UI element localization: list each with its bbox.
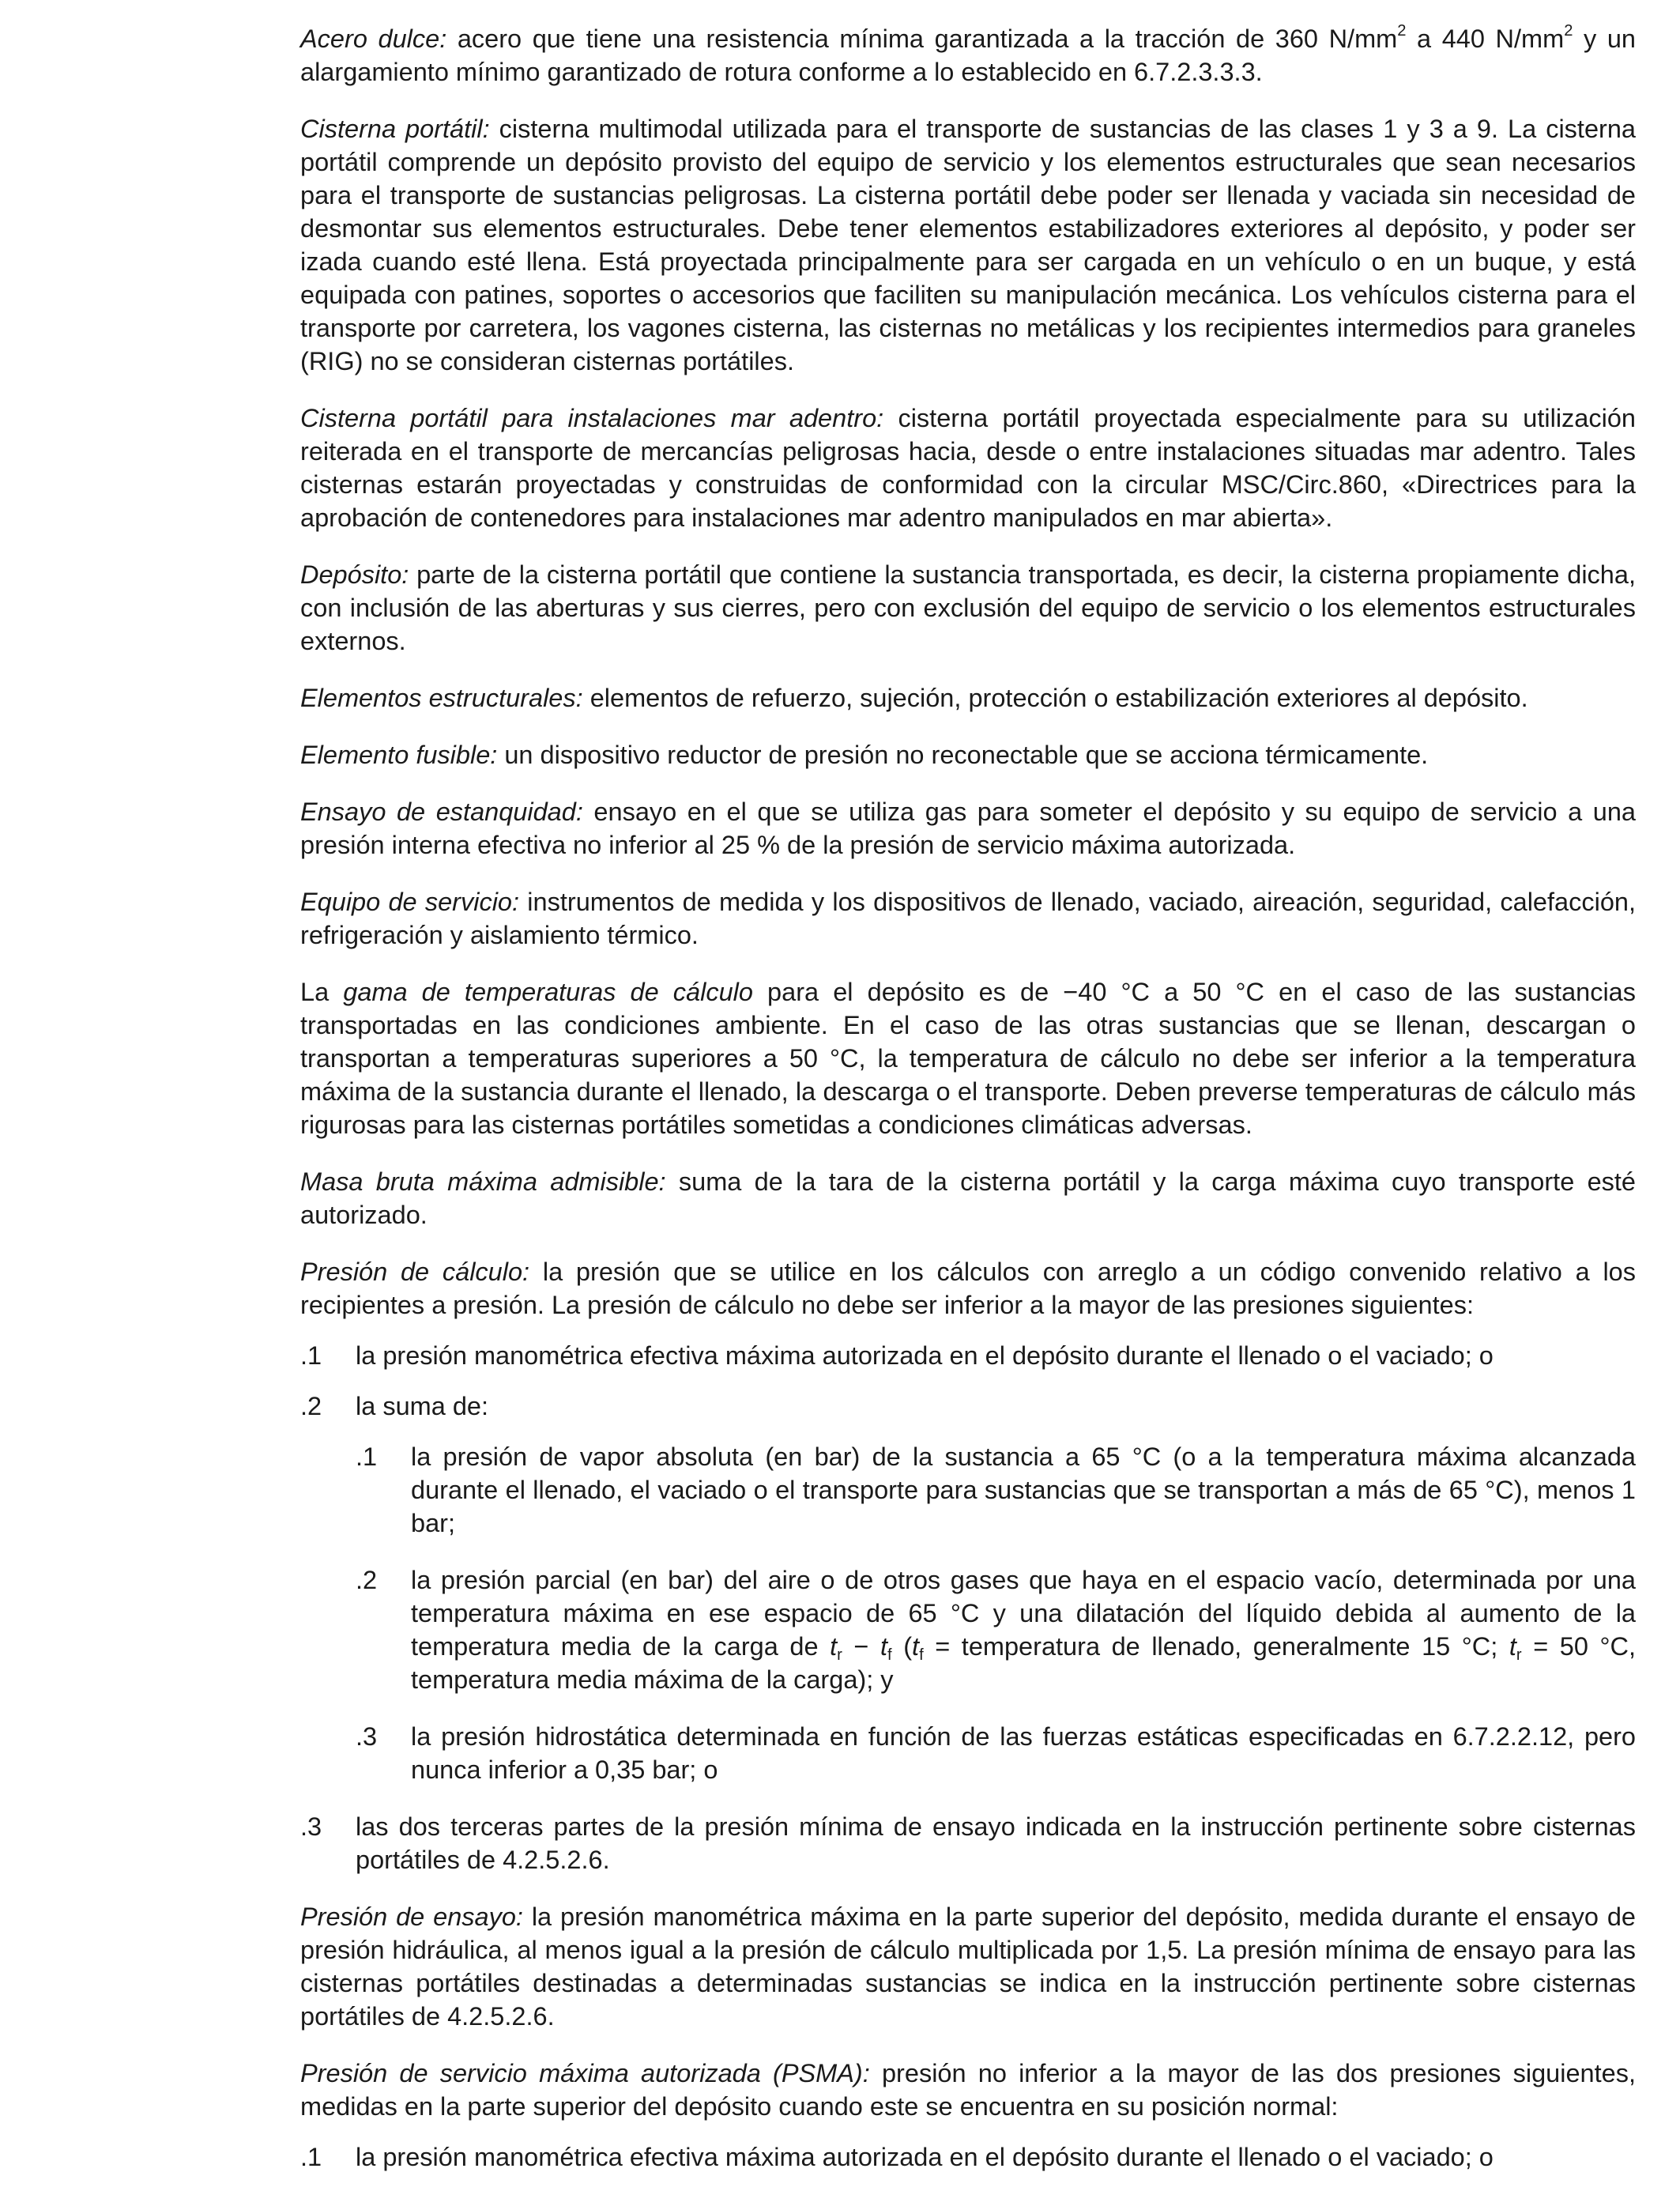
definition-cisterna-portatil (300, 112, 1636, 378)
item-text: la suma de: (356, 1392, 489, 1420)
item-number: .3 (300, 1812, 322, 1841)
item-text: = temperatura de llenado, generalmente 15 °C; (923, 1632, 1509, 1661)
item-text: la presión parcial (en bar) del aire o de otros gases que haya en el espacio vacío, determinada por una temperatura máxima en ese espacio de 65 °C y una dilatación del líquido debida al aumento de la temperatura media de la carga de (411, 1566, 1636, 1661)
term: Elementos estructurales: (300, 684, 583, 712)
subscript: r (837, 1646, 842, 1665)
item-number: .1 (300, 2143, 322, 2171)
item-number: .2 (356, 1566, 378, 1594)
subscript: f (887, 1646, 892, 1665)
definition-acero-dulce (300, 22, 1636, 89)
term: Equipo de servicio: (300, 888, 520, 916)
sub-list-item (356, 1440, 1636, 1540)
document-page (300, 22, 1636, 2191)
variable: t (912, 1632, 920, 1661)
definition-text: acero que tiene una resistencia mínima garantizada a la tracción de 360 N/mm (446, 25, 1398, 53)
definition-presion-ensayo (300, 1900, 1636, 2033)
subscript: f (919, 1646, 924, 1665)
definition-text: instrumentos de medida y los dispositivos de llenado, vaciado, aireación, seguridad, calefacción, refrigeración y aislamiento térmico. (300, 888, 1636, 949)
variable: t (880, 1632, 888, 1661)
item-text: la presión hidrostática determinada en función de las fuerzas estáticas especificadas en 6.7.2.2.12, pero nunca inferior a 0,35 bar; o (411, 1722, 1636, 1784)
variable: t (830, 1632, 838, 1661)
definition-text: elementos de refuerzo, sujeción, protección o estabilización exteriores al depósito. (582, 684, 1528, 712)
definition-cisterna-mar-adentro (300, 402, 1636, 534)
superscript: 2 (1564, 21, 1573, 40)
definition-text: para el depósito es de −40 °C a 50 °C en el caso de las sustancias transportadas en las condiciones ambiente. En el caso de las otras sustancias que se llenan, descargan o transportan a temperaturas superiores a 50 °C, la temperatura de cálculo no debe ser inferior a la temperatura máxima de la sustancia durante el llenado, la descarga o el transporte. Deben preverse temperaturas de cálculo más rigurosas para las cisternas portátiles sometidas a condiciones climáticas adversas. (300, 978, 1637, 1139)
definition-elemento-fusible (300, 738, 1636, 771)
item-text: la presión manométrica efectiva máxima autorizada en el depósito durante el llenado o el vaciado; o (356, 1341, 1494, 1370)
variable: t (1509, 1632, 1516, 1661)
item-text: la presión manométrica efectiva máxima autorizada en el depósito durante el llenado o el vaciado; o (356, 2143, 1494, 2171)
definition-presion-calculo (300, 1255, 1636, 1322)
definition-text: parte de la cisterna portátil que contiene la sustancia transportada, es decir, la cisterna propiamente dicha, con inclusión de las aberturas y sus cierres, pero con exclusión del equipo de servicio o los elementos estructurales externos. (300, 560, 1636, 655)
list-item (300, 1339, 1636, 1372)
term: gama de temperaturas de cálculo (343, 978, 753, 1006)
item-number: .1 (300, 1341, 322, 1370)
list-item (300, 1390, 1636, 1423)
item-text: ( (891, 1632, 913, 1661)
definition-ensayo-estanquidad (300, 795, 1636, 862)
definition-deposito (300, 558, 1636, 658)
term: Cisterna portátil para instalaciones mar adentro: (300, 404, 884, 432)
term: Elemento fusible: (300, 741, 498, 769)
term: Presión de cálculo: (300, 1258, 530, 1286)
sub-list-item (356, 1563, 1636, 1696)
definition-text: a 440 N/mm (1406, 25, 1565, 53)
definition-equipo-servicio (300, 885, 1636, 952)
item-number: .2 (300, 1392, 322, 1420)
item-number: .1 (356, 1442, 378, 1471)
term: Presión de servicio máxima autorizada (PSMA): (300, 2059, 870, 2087)
definition-text: la presión que se utilice en los cálculos con arreglo a un código convenido relativo a los recipientes a presión. La presión de cálculo no debe ser inferior a la mayor de las presiones siguientes: (300, 1258, 1636, 1319)
term: Presión de ensayo: (300, 1903, 523, 1931)
definition-masa-bruta (300, 1165, 1636, 1231)
list-item (300, 2140, 1636, 2174)
definition-text: presión no inferior a la mayor de las dos presiones siguientes, medidas en la parte superior del depósito cuando este se encuentra en su posición normal: (300, 2059, 1636, 2121)
definition-elementos-estructurales (300, 681, 1636, 715)
list-item (300, 1810, 1636, 1876)
definition-text: La (300, 978, 344, 1006)
subscript: r (1516, 1646, 1522, 1665)
term: Cisterna portátil: (300, 115, 490, 143)
item-text: = 50 °C, temperatura media máxima de la carga); y (411, 1632, 1636, 1694)
definition-text: cisterna portátil proyectada especialmente para su utilización reiterada en el transporte de mercancías peligrosas hacia, desde o entre instalaciones situadas mar adentro. Tales cisternas estarán proyectadas y construidas de conformidad con la circular MSC/Circ.860, «Directrices para la aprobación de contenedores para instalaciones mar adentro manipulados en mar abierta». (300, 404, 1636, 532)
term: Depósito: (300, 560, 409, 589)
term: Acero dulce: (300, 25, 447, 53)
term: Ensayo de estanquidad: (300, 798, 583, 826)
definition-text: y un alargamiento mínimo garantizado de rotura conforme a lo establecido en 6.7.2.3.3.3. (300, 25, 1636, 86)
item-number: .3 (356, 1722, 378, 1751)
definition-psma (300, 2057, 1636, 2123)
superscript: 2 (1397, 21, 1407, 40)
term: Masa bruta máxima admisible: (300, 1167, 666, 1196)
item-text: − (842, 1632, 880, 1661)
sub-list-item (356, 1720, 1636, 1786)
definition-gama-temperaturas (300, 975, 1636, 1141)
item-text: la presión de vapor absoluta (en bar) de la sustancia a 65 °C (o a la temperatura máxima alcanzada durante el llenado, el vaciado o el transporte para sustancias que se transportan a más de 65 °C), menos 1 bar; (411, 1442, 1636, 1537)
definition-text: ensayo en el que se utiliza gas para someter el depósito y su equipo de servicio a una presión interna efectiva no inferior al 25 % de la presión de servicio máxima autorizada. (300, 798, 1636, 859)
definition-text: la presión manométrica máxima en la parte superior del depósito, medida durante el ensayo de presión hidráulica, al menos igual a la presión de cálculo multiplicada por 1,5. La presión mínima de ensayo para las cisternas portátiles destinadas a determinadas sustancias se indica en la instrucción pertinente sobre cisternas portátiles de 4.2.5.2.6. (300, 1903, 1637, 2031)
item-text: las dos terceras partes de la presión mínima de ensayo indicada en la instrucción pertinente sobre cisternas portátiles de 4.2.5.2.6. (356, 1812, 1636, 1874)
definition-text: suma de la tara de la cisterna portátil y la carga máxima cuyo transporte esté autorizado. (300, 1167, 1637, 1229)
definition-text: cisterna multimodal utilizada para el transporte de sustancias de las clases 1 y 3 a 9. La cisterna portátil comprende un depósito provisto del equipo de servicio y los elementos estructurales que sean necesarios para el transporte de sustancias peligrosas. La cisterna portátil debe poder ser llenada y vaciada sin necesidad de desmontar sus elementos estructurales. Debe tener elementos estabilizadores exteriores al depósito, y poder ser izada cuando esté llena. Está proyectada principalmente para ser cargada en un vehículo o en un buque, y está equipada con patines, soportes o accesorios que faciliten su manipulación mecánica. Los vehículos cisterna para el transporte por carretera, los vagones cisterna, las cisternas no metálicas y los recipientes intermedios para graneles (RIG) no se consideran cisternas portátiles. (300, 115, 1637, 375)
definition-text: un dispositivo reductor de presión no reconectable que se acciona térmicamente. (497, 741, 1429, 769)
